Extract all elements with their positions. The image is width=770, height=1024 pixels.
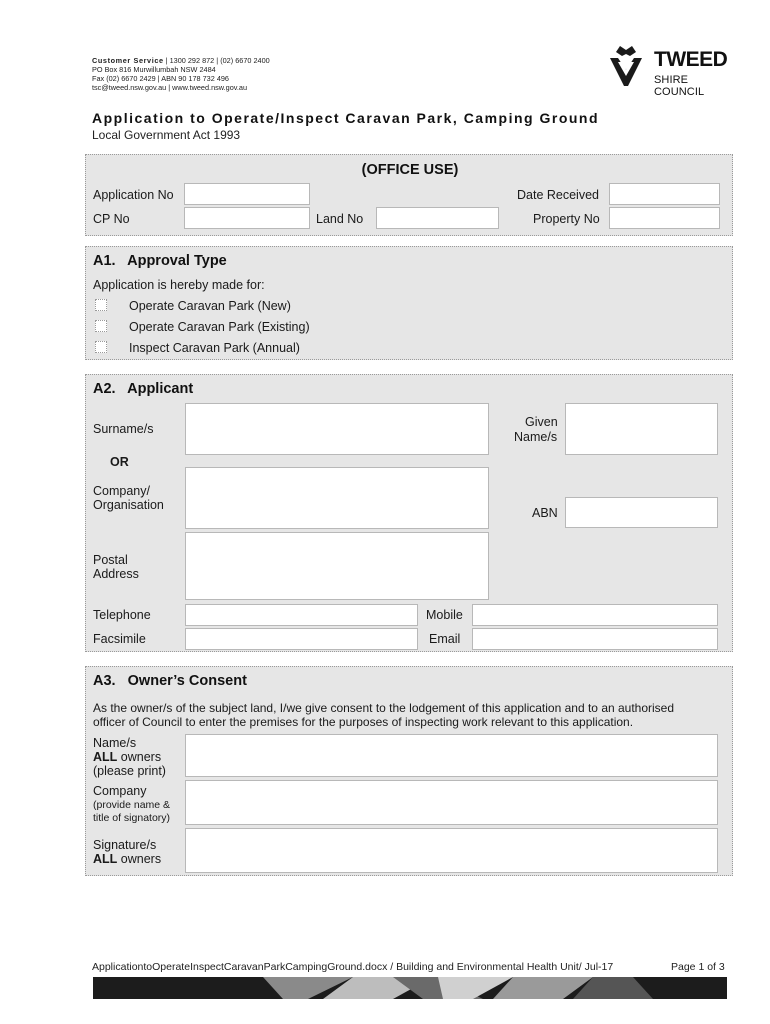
logo-text-shire-council: SHIRE COUNCIL <box>654 74 705 98</box>
date-received-field[interactable] <box>609 183 720 205</box>
signature-label-2 <box>93 852 161 866</box>
mobile-label: Mobile <box>426 608 463 622</box>
signature-owners: owners <box>117 852 162 866</box>
facsimile-field[interactable] <box>185 628 418 650</box>
abn-field[interactable] <box>565 497 718 528</box>
consent-text-line-1: As the owner/s of the subject land, I/we give consent to the lodgement of this application and to an authorised <box>93 701 675 715</box>
customer-service-phones: | 1300 292 872 | (02) 6670 2400 <box>163 56 270 65</box>
logo-text-tweed: TWEED <box>654 48 728 71</box>
owners-consent-panel <box>85 666 733 876</box>
owner-company-label-2: (provide name & <box>93 799 171 811</box>
contact-block <box>92 56 270 92</box>
approval-type-heading: A1. Approval Type <box>93 253 227 269</box>
given-names-label-2: Name/s <box>514 430 558 444</box>
page-number: Page 1 of 3 <box>671 961 725 973</box>
owner-company-field[interactable] <box>185 780 718 825</box>
tweed-logo <box>606 44 736 98</box>
tweed-emblem-icon <box>606 44 650 90</box>
applicant-heading: A2. Applicant <box>93 381 194 397</box>
cp-no-field[interactable] <box>184 207 310 229</box>
postal-address-field[interactable] <box>185 532 489 600</box>
owner-names-field[interactable] <box>185 734 718 777</box>
consent-text-line-2: officer of Council to enter the premises for the purposes of inspecting work relevant to this application. <box>93 715 634 729</box>
signature-label-1: Signature/s <box>93 838 157 852</box>
application-no-field[interactable] <box>184 183 310 205</box>
owners-consent-heading: A3. Owner’s Consent <box>93 673 247 689</box>
owner-company-label-3: title of signatory) <box>93 812 171 824</box>
applicant-panel <box>85 374 733 652</box>
date-received-label: Date Received <box>517 188 599 202</box>
application-no-label: Application No <box>93 188 174 202</box>
postal-address-label-1: Postal <box>93 553 128 567</box>
email-field[interactable] <box>472 628 718 650</box>
approval-type-panel <box>85 246 733 360</box>
owner-names-owners: owners <box>117 750 162 764</box>
owner-names-label-3: (please print) <box>93 764 166 778</box>
company-label-2: Organisation <box>93 498 164 512</box>
owner-names-all: ALL <box>93 750 118 764</box>
fax-abn-text: Fax (02) 6670 2429 | ABN 90 178 732 496 <box>92 74 229 83</box>
property-no-field[interactable] <box>609 207 720 229</box>
footer-filename: ApplicationtoOperateInspectCaravanParkCampingGround.docx / Building and Environmental Health Unit/ Jul-17 <box>92 961 614 973</box>
owner-names-label-2 <box>93 750 161 764</box>
cp-no-label: CP No <box>93 212 130 226</box>
operate-existing-label: Operate Caravan Park (Existing) <box>129 320 310 334</box>
owner-names-label-1: Name/s <box>93 736 137 750</box>
operate-new-label: Operate Caravan Park (New) <box>129 299 291 313</box>
operate-new-checkbox[interactable] <box>95 299 107 311</box>
company-label-1: Company/ <box>93 484 150 498</box>
postal-address-text: PO Box 816 Murwillumbah NSW 2484 <box>92 65 216 74</box>
property-no-label: Property No <box>533 212 600 226</box>
facsimile-label: Facsimile <box>93 632 146 646</box>
signature-all: ALL <box>93 852 118 866</box>
inspect-annual-label: Inspect Caravan Park (Annual) <box>129 341 300 355</box>
land-no-field[interactable] <box>376 207 499 229</box>
given-names-label-1: Given <box>525 415 558 429</box>
abn-label: ABN <box>532 506 558 520</box>
or-label: OR <box>110 455 129 469</box>
office-use-panel <box>85 154 733 236</box>
email-web-text: tsc@tweed.nsw.gov.au | www.tweed.nsw.gov.au <box>92 83 248 92</box>
company-field[interactable] <box>185 467 489 529</box>
customer-service-label: Customer Service <box>92 56 164 65</box>
telephone-label: Telephone <box>93 608 151 622</box>
form-title: Application to Operate/Inspect Caravan Park, Camping Ground <box>92 110 600 126</box>
footer-decorative-bar <box>93 977 727 999</box>
surname-label: Surname/s <box>93 422 154 436</box>
signature-field[interactable] <box>185 828 718 873</box>
email-label: Email <box>429 632 461 646</box>
given-names-field[interactable] <box>565 403 718 455</box>
owner-company-label-1: Company <box>93 784 147 798</box>
surname-field[interactable] <box>185 403 489 455</box>
form-subtitle: Local Government Act 1993 <box>92 128 241 142</box>
land-no-label: Land No <box>316 212 364 226</box>
inspect-annual-checkbox[interactable] <box>95 341 107 353</box>
approval-type-intro: Application is hereby made for: <box>93 278 265 292</box>
operate-existing-checkbox[interactable] <box>95 320 107 332</box>
telephone-field[interactable] <box>185 604 418 626</box>
mobile-field[interactable] <box>472 604 718 626</box>
office-use-heading: (OFFICE USE) <box>361 162 459 178</box>
postal-address-label-2: Address <box>93 567 139 581</box>
